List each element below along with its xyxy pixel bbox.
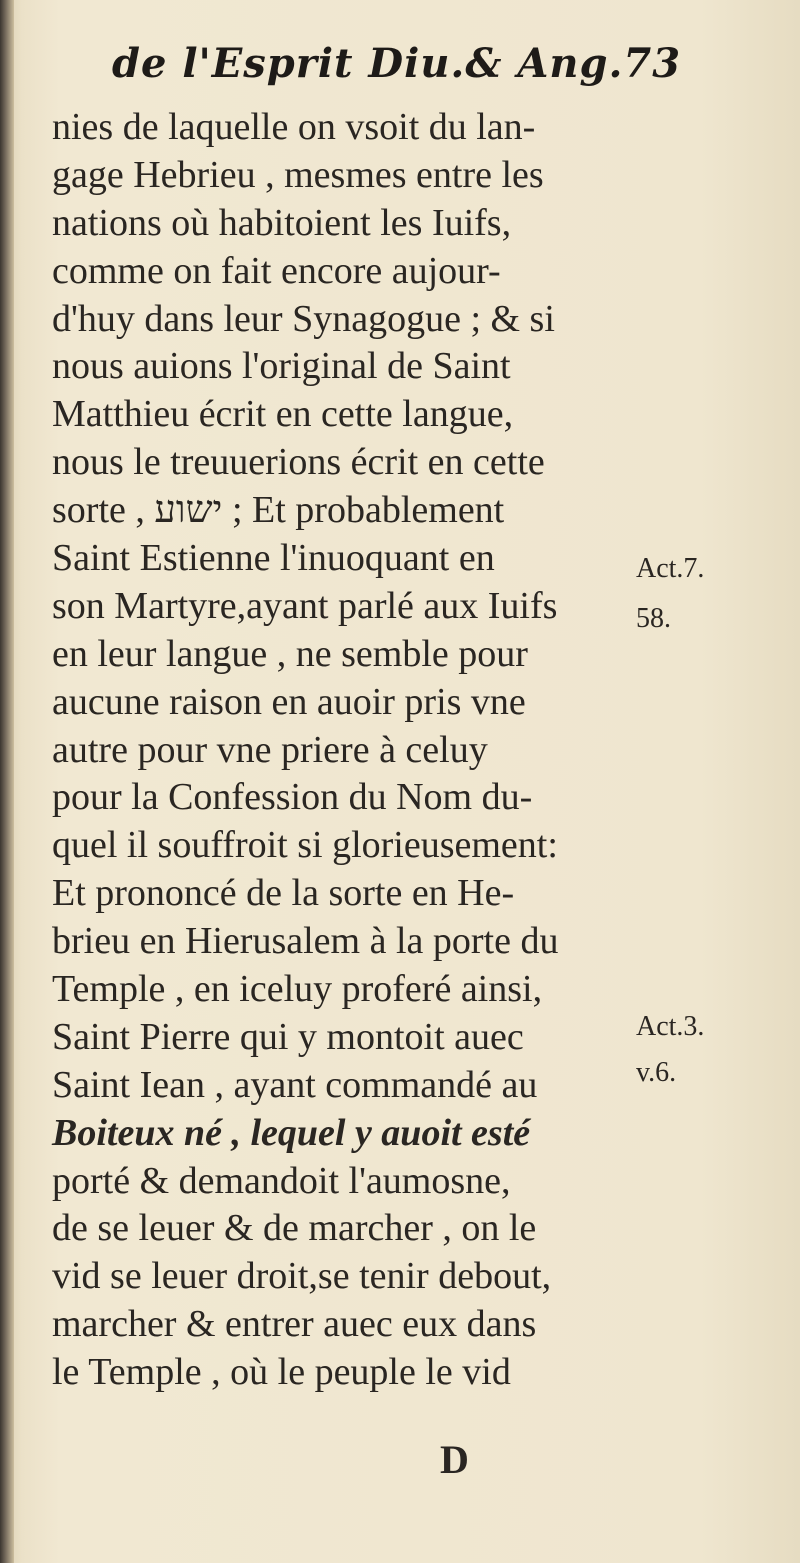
text-line: nations où habitoient les Iuifs, xyxy=(52,201,512,244)
text-line: nous le treuuerions écrit en cette xyxy=(52,441,545,484)
text-line: aucune raison en auoir pris vne xyxy=(52,680,526,723)
text-line: nous auions l'original de Saint xyxy=(52,345,511,388)
text-line: Et prononcé de la sorte en He- xyxy=(52,872,515,915)
text-line: brieu en Hierusalem à la porte du xyxy=(52,920,559,963)
signature-mark: D xyxy=(440,1437,469,1482)
text-line: comme on fait encore aujour- xyxy=(52,249,501,292)
text-line: d'huy dans leur Synagogue ; & si xyxy=(52,297,555,340)
text-line: Boiteux né , lequel y auoit esté xyxy=(52,1111,531,1154)
text-line: de se leuer & de marcher , on le xyxy=(52,1207,537,1250)
text-line: Saint Pierre qui y montoit auec xyxy=(52,1015,524,1058)
text-line: pour la Confession du Nom du- xyxy=(52,776,533,819)
text-line: en leur langue , ne semble pour xyxy=(52,632,528,675)
text-line: Temple , en iceluy proferé ainsi, xyxy=(52,968,543,1011)
text-line: gage Hebrieu , mesmes entre les xyxy=(52,153,544,196)
text-line: vid se leuer droit,se tenir debout, xyxy=(52,1255,552,1298)
margin-note-ref-1-verse: 58. xyxy=(636,603,671,634)
text-line: porté & demandoit l'aumosne, xyxy=(52,1159,511,1202)
margin-note-ref-2: Act.3. xyxy=(636,1011,705,1042)
text-line: quel il souffroit si glorieusement: xyxy=(52,824,558,867)
text-line: Matthieu écrit en cette langue, xyxy=(52,393,514,436)
text-line: autre pour vne priere à celuy xyxy=(52,728,488,771)
text-line: nies de laquelle on vsoit du lan- xyxy=(52,106,536,148)
text-line: Saint Iean , ayant commandé au xyxy=(52,1063,538,1106)
text-line: sorte , ישוע ; Et probablement xyxy=(52,489,505,532)
margin-note-ref-1: Act.7. xyxy=(636,553,705,584)
margin-note-ref-2-verse: v.6. xyxy=(636,1057,677,1088)
body-text xyxy=(52,104,632,1397)
text-line: Saint Estienne l'inuoquant en xyxy=(52,537,495,580)
text-line: son Martyre,ayant parlé aux Iuifs xyxy=(52,584,558,627)
page-binding-edge xyxy=(0,0,14,1563)
text-line: le Temple , où le peuple le vid xyxy=(52,1351,511,1394)
text-line: marcher & entrer auec eux dans xyxy=(52,1303,537,1346)
running-header: de l'Esprit Diu.& Ang.73 xyxy=(112,40,682,87)
